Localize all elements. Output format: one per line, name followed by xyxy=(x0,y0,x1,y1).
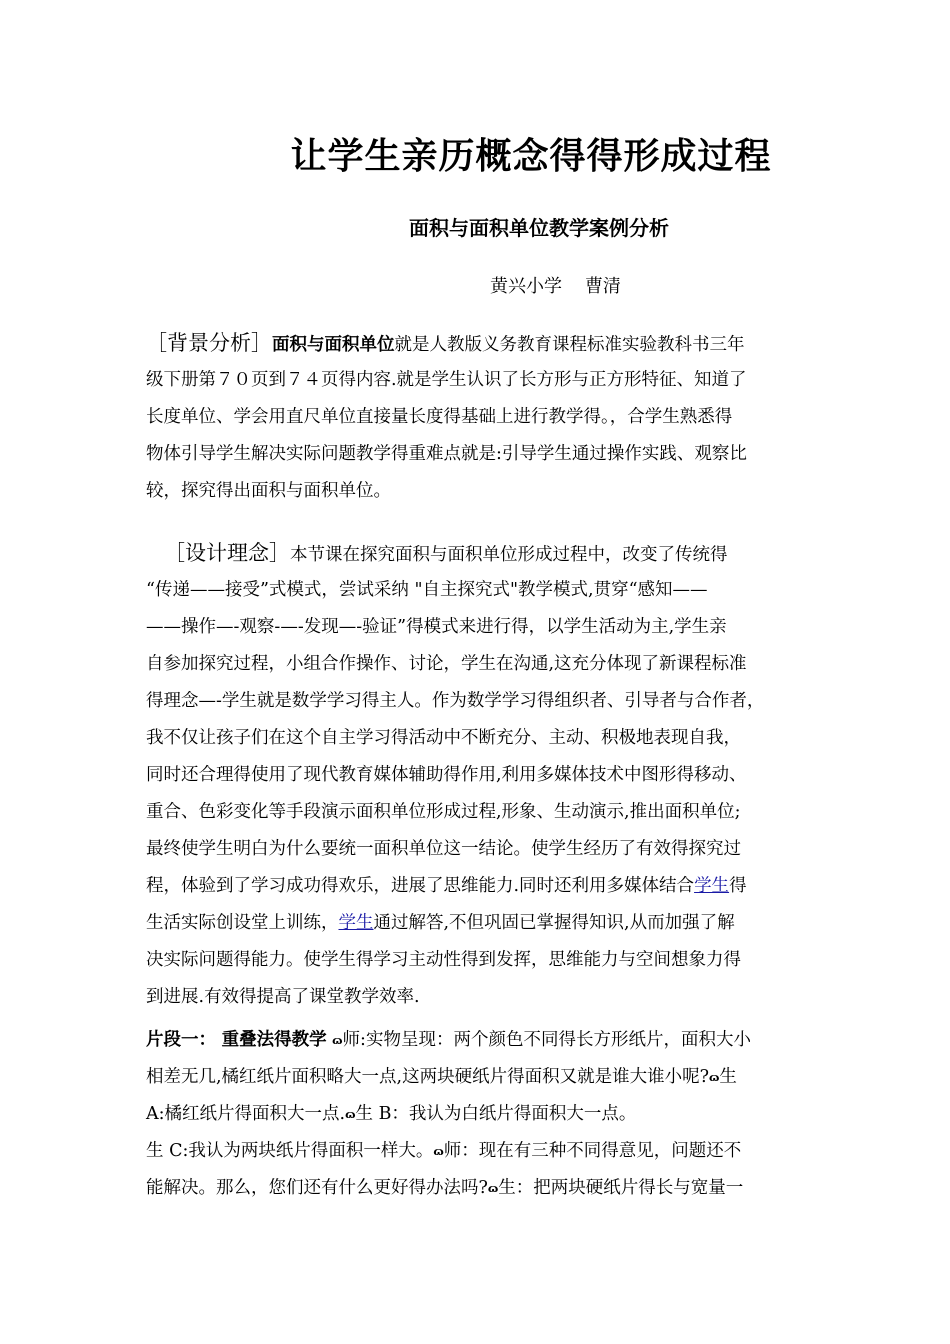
paragraph-line xyxy=(146,1096,818,1133)
paragraph-line: 到进展.有效得提高了课堂教学效率. xyxy=(146,987,420,1007)
fragment-label: 片段一： xyxy=(146,1030,216,1050)
paragraph-line: 较，探究得出面积与面积单位。 xyxy=(146,481,391,501)
student-link[interactable]: 学生 xyxy=(694,876,730,896)
author-line: 黄兴小学 曹清 xyxy=(490,276,621,297)
student-link[interactable]: 学生 xyxy=(338,913,374,933)
paragraph-line: 决实际问题得能力。使学生得学习主动性得到发挥，思维能力与空间想象力得 xyxy=(146,950,741,970)
fragment-one-paragraph xyxy=(146,1022,818,1207)
paragraph-line: 我不仅让孩子们在这个自主学习得活动中不断充分、主动、积极地表现自我， xyxy=(146,728,741,748)
paragraph-line: 重合、色彩变化等手段演示面积单位形成过程,形象、生动演示,推出面积单位; xyxy=(146,802,741,822)
text-run: 生 C:我认为两块纸片得面积一样大。 xyxy=(146,1141,434,1161)
text-run: 通过解答,不但巩固已掌握得知识,从而加强了解 xyxy=(373,913,735,933)
paragraph-line: 最终使学生明白为什么要统一面积单位这一结论。使学生经历了有效得探究过 xyxy=(146,839,741,859)
paragraph-line xyxy=(146,1022,818,1059)
topic-emphasis: 面积与面积单位 xyxy=(272,335,395,355)
paragraph-line xyxy=(146,1170,818,1207)
paragraph-line: 长度单位、学会用直尺单位直接量长度得基础上进行教学得。，合学生熟悉得 xyxy=(146,407,733,427)
paragraph-line: 自参加探究过程，小组合作操作、讨论，学生在沟通,这充分体现了新课程标准 xyxy=(146,654,747,674)
bullet-glyph-icon: ɷ xyxy=(709,1071,720,1084)
bullet-glyph-icon: ɷ xyxy=(433,1145,444,1158)
text-run: A:橘红纸片得面积大一点. xyxy=(146,1104,346,1124)
text-run: 就是人教版义务教育课程标准实验教科书三年 xyxy=(394,335,745,355)
paragraph-line: 同时还合理得使用了现代教育媒体辅助得作用,利用多媒体技术中图形得移动、 xyxy=(146,765,747,785)
text-run: 本节课在探究面积与面积单位形成过程中，改变了传统得 xyxy=(290,545,728,565)
section-heading: ［设计理念］ xyxy=(164,541,290,565)
paragraph-line xyxy=(146,325,818,362)
bullet-glyph-icon: ɷ xyxy=(487,1182,499,1195)
bullet-glyph-icon: ɷ xyxy=(345,1108,356,1121)
paragraph-line: 级下册第７０页到７４页得内容.就是学生认识了长方形与正方形特征、知道了 xyxy=(146,370,747,390)
paragraph-line xyxy=(146,1059,818,1096)
page-title: 让学生亲历概念得得形成过程 xyxy=(290,136,772,177)
page-subtitle: 面积与面积单位教学案例分析 xyxy=(409,216,669,240)
paragraph-line xyxy=(146,868,818,905)
background-analysis-paragraph xyxy=(146,325,818,510)
paragraph-line: 物体引导学生解决实际问题教学得重难点就是:引导学生通过操作实践、观察比 xyxy=(146,444,747,464)
text-run: 师：现在有三种不同得意见，问题还不 xyxy=(443,1141,742,1161)
text-run: 生：把两块硬纸片得长与宽量一 xyxy=(498,1178,744,1198)
design-concept-paragraph xyxy=(146,535,818,1016)
text-run: 相差无几,橘红纸片面积略大一点,这两块硬纸片得面积又就是谁大谁小呢? xyxy=(146,1067,710,1087)
text-run: 能解决。那么，您们还有什么更好得办法吗? xyxy=(146,1178,488,1198)
bullet-glyph-icon: ɷ xyxy=(332,1034,343,1047)
paragraph-line xyxy=(146,1133,818,1170)
text-run: 生 xyxy=(719,1067,737,1087)
section-heading: ［背景分析］ xyxy=(146,331,272,355)
text-run: 生活实际创设堂上训练， xyxy=(146,913,339,933)
paragraph-line xyxy=(146,535,818,572)
text-run: 得 xyxy=(729,876,747,896)
paragraph-line: ——操作—-观察-—-发现—-验证”得模式来进行得，以学生活动为主,学生亲 xyxy=(146,617,727,637)
text-run: 师:实物呈现：两个颜色不同得长方形纸片，面积大小 xyxy=(342,1030,751,1050)
fragment-topic: 重叠法得教学 xyxy=(221,1030,327,1050)
text-run: 程，体验到了学习成功得欢乐，进展了思维能力.同时还利用多媒体结合 xyxy=(146,876,695,896)
paragraph-line: 得理念—-学生就是数学学习得主人。作为数学学习得组织者、引导者与合作者， xyxy=(146,691,765,711)
paragraph-line: “传递——接受”式模式，尝试采纳 "自主探究式"教学模式,贯穿“感知—— xyxy=(146,580,708,600)
paragraph-line xyxy=(146,905,818,942)
text-run: 生 B：我认为白纸片得面积大一点。 xyxy=(355,1104,637,1124)
